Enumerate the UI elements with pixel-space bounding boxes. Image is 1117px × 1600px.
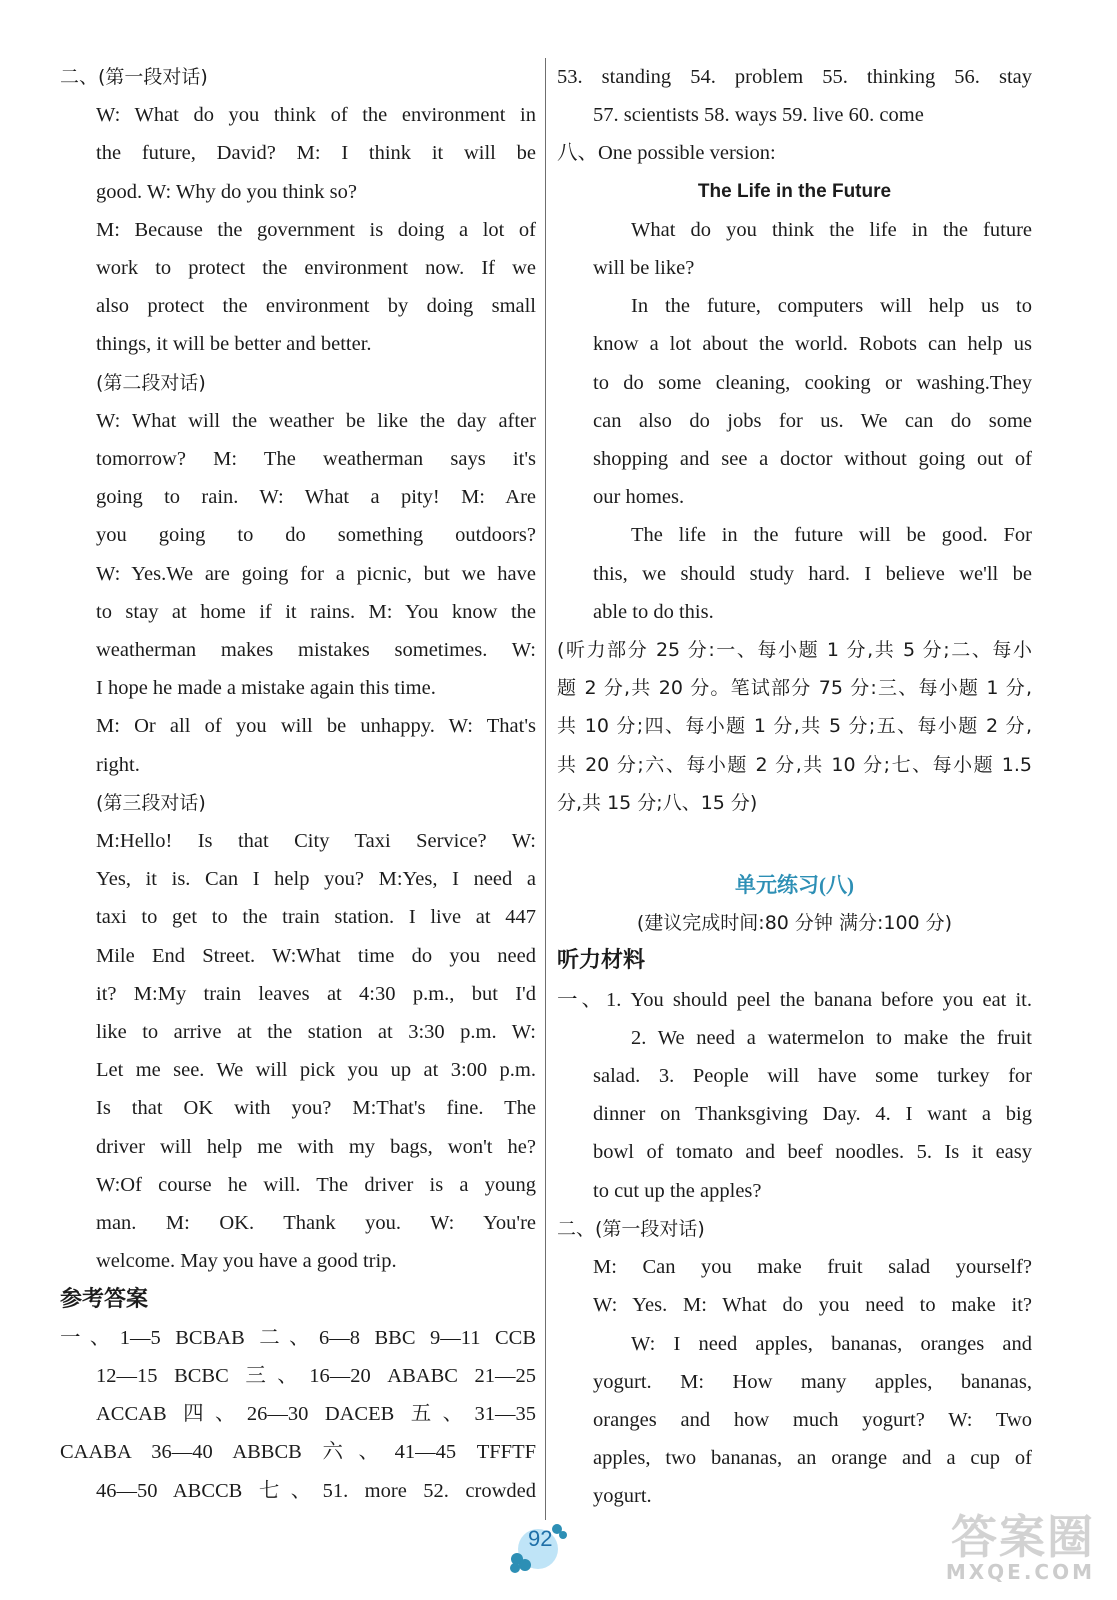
right-column-line: 单元练习(八): [735, 873, 854, 898]
watermark-main-text: 答案圈: [951, 1510, 1095, 1564]
right-column-line: able to do this.: [593, 600, 714, 623]
left-column-line: (第三段对话): [96, 791, 206, 814]
right-column: [557, 58, 1032, 1516]
right-column-line: yogurt.: [593, 1485, 652, 1508]
left-column-line: things, it will be better and better.: [96, 333, 372, 356]
right-column-line: 53. standing 54. problem 55. thinking 56. stay: [557, 66, 1032, 88]
left-column-line: welcome. May you have a good trip.: [96, 1250, 397, 1273]
left-column-line: right.: [96, 753, 140, 776]
right-column-line: 分,共 15 分;八、15 分): [557, 791, 758, 814]
right-column-line: The Life in the Future: [697, 180, 892, 202]
left-column-line: also protect the environment by doing small: [96, 295, 536, 318]
right-column-line: 57. scientists 58. ways 59. live 60. come: [593, 104, 924, 127]
right-column-line: 二、(第一段对话): [557, 1217, 705, 1240]
right-column-line: our homes.: [593, 486, 685, 509]
right-column-line: M: Can you make fruit salad yourself?: [593, 1256, 1032, 1279]
page-number: 92: [528, 1526, 553, 1551]
left-column-line: like to arrive at the station at 3:30 p.m. W:: [96, 1021, 536, 1044]
left-column-line: Mile End Street. W:What time do you need: [96, 944, 536, 967]
left-column-line: going to rain. W: What a pity! M: Are: [96, 486, 536, 509]
right-column-line: dinner on Thanksgiving Day. 4. I want a big: [593, 1103, 1032, 1126]
right-column-line: 2. We need a watermelon to make the fruit: [631, 1026, 1032, 1049]
right-column-line: 一、1. You should peel the banana before you eat it.: [557, 988, 1032, 1011]
right-column-line: will be like?: [593, 257, 695, 280]
left-column-line: 46—50 ABCCB 七、51. more 52. crowded: [96, 1479, 536, 1502]
left-column-line: the future, David? M: I think it will be: [96, 142, 536, 165]
left-column-line: I hope he made a mistake again this time.: [96, 677, 436, 700]
right-column-line: know a lot about the world. Robots can help us: [593, 333, 1032, 356]
left-column-line: 一、1—5 BCBAB 二、6—8 BBC 9—11 CCB: [60, 1326, 536, 1349]
left-column-line: it? M:My train leaves at 4:30 p.m., but I'd: [96, 982, 536, 1005]
left-column-line: man. M: OK. Thank you. W: You're: [96, 1212, 536, 1235]
left-column-line: W: Yes.We are going for a picnic, but we have: [96, 562, 536, 585]
right-column-line: (建议完成时间:80 分钟 满分:100 分): [636, 912, 953, 935]
right-column-line: to do some cleaning, cooking or washing.They: [593, 371, 1032, 394]
right-column-line: bowl of tomato and beef noodles. 5. Is it easy: [593, 1141, 1032, 1164]
left-column-line: M: Or all of you will be unhappy. W: That's: [96, 715, 536, 738]
left-column-line: M:Hello! Is that City Taxi Service? W:: [96, 830, 536, 853]
left-column-line: taxi to get to the train station. I live at 447: [96, 906, 536, 929]
right-column-line: salad. 3. People will have some turkey for: [593, 1065, 1032, 1088]
left-column-line: (第二段对话): [96, 371, 206, 394]
column-divider: [545, 58, 546, 1520]
right-column-line: shopping and see a doctor without going out of: [593, 448, 1032, 471]
left-column-line: to stay at home if it rains. M: You know the: [96, 600, 536, 623]
left-column-line: work to protect the environment now. If we: [96, 257, 536, 280]
left-column-line: good. W: Why do you think so?: [96, 180, 357, 203]
left-column-line: Let me see. We will pick you up at 3:00 p.m.: [96, 1059, 536, 1082]
right-column-line: 八、One possible version:: [557, 142, 776, 165]
left-column-line: ACCAB 四、26—30 DACEB 五、31—35: [96, 1403, 536, 1426]
right-column-line: to cut up the apples?: [593, 1179, 762, 1202]
left-column-line: 12—15 BCBC 三、16—20 ABABC 21—25: [96, 1364, 536, 1387]
watermark-logo: [905, 1512, 1095, 1582]
left-column-line: W: What do you think of the environment in: [96, 104, 536, 127]
right-column-line: W: Yes. M: What do you need to make it?: [593, 1294, 1032, 1317]
left-column-line: W:Of course he will. The driver is a young: [96, 1173, 536, 1196]
right-column-line: 共 20 分;六、每小题 2 分,共 10 分;七、每小题 1.5: [557, 753, 1032, 776]
right-column-line: W: I need apples, bananas, oranges and: [631, 1332, 1032, 1355]
right-column-line: this, we should study hard. I believe we'll be: [593, 562, 1032, 585]
right-column-line: (听力部分 25 分:一、每小题 1 分,共 5 分;二、每小: [557, 639, 1032, 662]
right-column-line: 听力材料: [557, 948, 646, 974]
right-column-line: yogurt. M: How many apples, bananas,: [593, 1370, 1032, 1393]
right-column-line: 共 10 分;四、每小题 1 分,共 5 分;五、每小题 2 分,: [557, 715, 1032, 738]
left-column-line: Yes, it is. Can I help you? M:Yes, I need a: [96, 868, 536, 891]
left-column-line: 参考答案: [60, 1286, 149, 1312]
left-column: [60, 58, 536, 1510]
left-column-line: you going to do something outdoors?: [96, 524, 536, 547]
left-column-line: Is that OK with you? M:That's fine. The: [96, 1097, 536, 1120]
left-column-line: weatherman makes mistakes sometimes. W:: [96, 639, 536, 662]
right-column-line: 题 2 分,共 20 分。笔试部分 75 分:三、每小题 1 分,: [557, 677, 1032, 700]
left-column-line: tomorrow? M: The weatherman says it's: [96, 448, 536, 471]
watermark-sub-text: MXQE.COM: [945, 1560, 1095, 1584]
right-column-line: In the future, computers will help us to: [631, 295, 1032, 318]
right-column-line: The life in the future will be good. For: [631, 524, 1032, 547]
left-column-line: driver will help me with my bags, won't he?: [96, 1135, 536, 1158]
left-column-line: W: What will the weather be like the day after: [96, 409, 536, 432]
right-column-line: apples, two bananas, an orange and a cup of: [593, 1447, 1032, 1470]
right-column-line: What do you think the life in the future: [631, 218, 1032, 241]
left-column-line: M: Because the government is doing a lot of: [96, 218, 536, 241]
right-column-line: can also do jobs for us. We can do some: [593, 409, 1032, 432]
left-column-line: CAABA 36—40 ABBCB 六、41—45 TFFTF: [60, 1441, 536, 1464]
left-column-line: 二、(第一段对话): [60, 66, 208, 88]
right-column-line: oranges and how much yogurt? W: Two: [593, 1408, 1032, 1431]
